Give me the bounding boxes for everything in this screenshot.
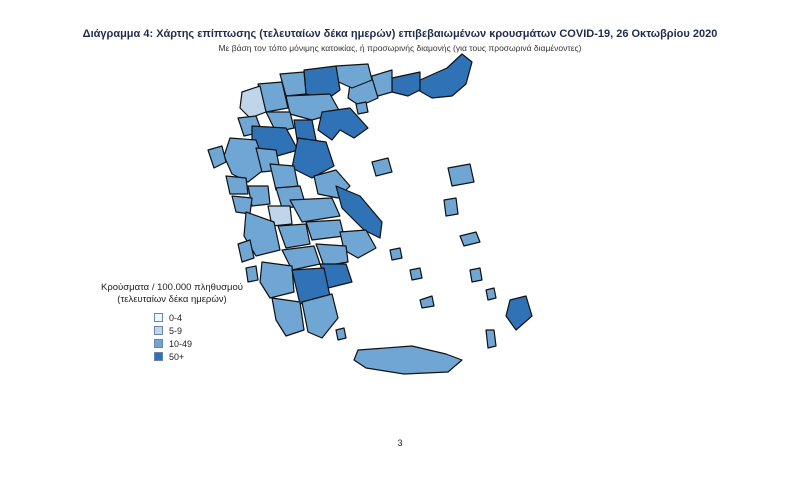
region-fokida [278,224,310,248]
legend-swatch [154,313,163,322]
region-evros [418,54,472,98]
page-number: 3 [397,438,403,448]
map-subtitle: Με βάση τον τόπο μόνιμης κατοικίας, ή προσωρινής διαμονής (για τους προσωρινά διαμένοντες) [218,43,582,53]
region-ionian-island-corfu [208,146,226,168]
region-karpathos [486,330,496,348]
region-ionian-island-zakynthos [246,266,258,282]
legend-label: 50+ [169,351,185,362]
region-dodecanese-1 [470,268,482,282]
legend-item-10-49 [154,337,262,350]
region-dodecanese-2 [486,288,496,300]
region-cyclades-1 [390,248,402,260]
legend-label: 10-49 [169,338,193,349]
region-ilia [260,262,294,298]
legend-title-line1: Κρούσματα / 100.000 πληθυσμού [101,282,243,293]
region-rodopi [392,72,420,96]
region-fthiotida [290,198,340,222]
legend [82,282,262,363]
region-crete [354,346,462,374]
region-lemnos [372,158,392,176]
legend-item-50-plus [154,350,262,363]
region-thasos [356,102,368,114]
region-cyclades-2 [410,268,422,280]
legend-label: 0-4 [169,312,183,323]
region-voiotia [306,220,344,240]
region-kythira [336,328,346,340]
map-title: Διάγραμμα 4: Χάρτης επίπτωσης (τελευταίων δέκα ημερών) επιβεβαιωμένων κρουσμάτων COVID-19, 26 Οκτωβρίου 2020 [82,28,718,40]
region-samos [460,232,480,246]
region-lesvos [448,164,474,186]
legend-title-line2: (τελευταίων δέκα ημερών) [117,294,227,305]
region-messinia [272,298,304,336]
region-korinthia [316,244,348,266]
region-preveza [232,196,252,214]
legend-swatch [154,339,163,348]
region-lakonia [302,294,338,338]
region-cyclades-3 [420,296,434,308]
legend-item-5-9 [154,324,262,337]
legend-title [82,282,262,306]
legend-items [154,311,262,363]
region-thesprotia [226,176,248,194]
legend-label: 5-9 [169,325,183,336]
legend-swatch [154,326,163,335]
region-rhodes [506,296,532,330]
legend-item-0-4 [154,311,262,324]
legend-swatch [154,352,163,361]
region-chios [444,198,458,216]
